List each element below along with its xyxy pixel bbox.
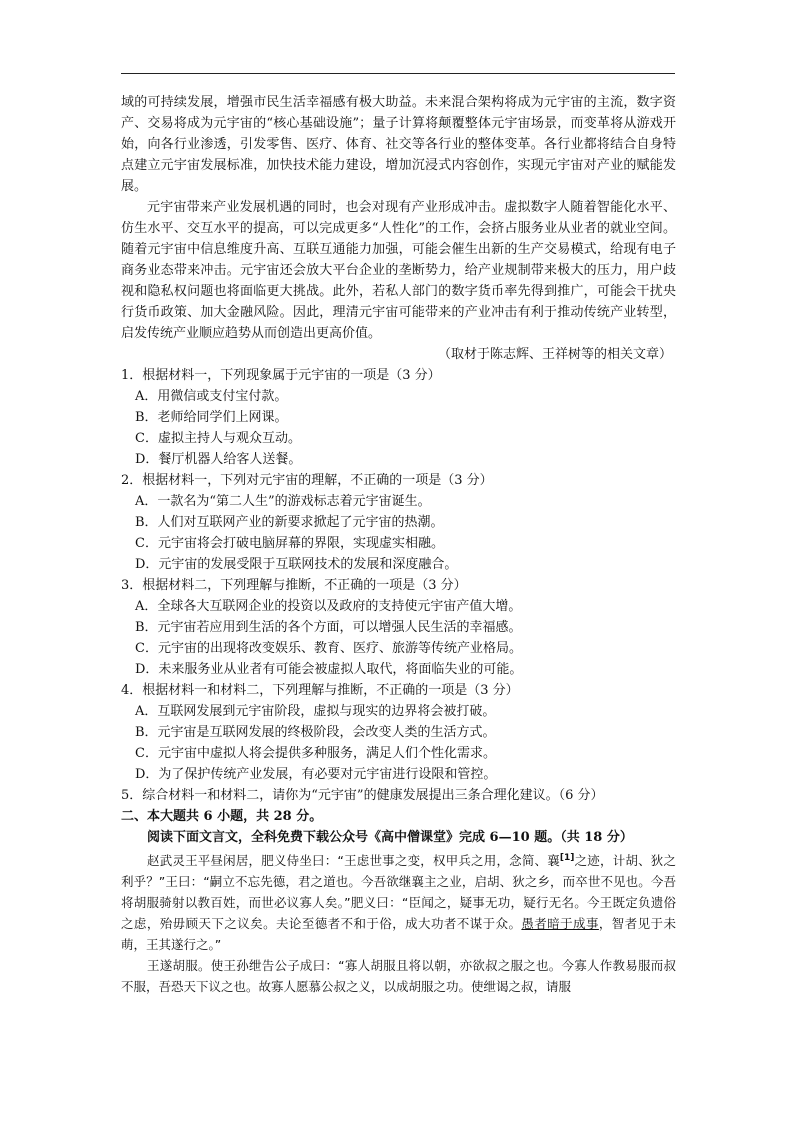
question-stem: 5．综合材料一和材料二，请你为“元宇宙”的健康发展提出三条合理化建议。（6 分）	[121, 788, 604, 803]
classical-text: ，智者见于未萌，王其遂行之。”	[121, 916, 676, 953]
header-rule	[121, 73, 675, 74]
question-1	[121, 365, 676, 470]
passage-paragraph-1: 域的可持续发展，增强市民生活幸福感有极大助益。未来混合架构将成为元宇宙的主流，数字资产、交易将成为元宇宙的“核心基础设施”；量子计算将颠覆整体元宇宙场景，而变革将从游戏开始，向各行业渗透，引发零售、医疗、体育、社交等各行业的整体变革。各行业都将结合自身特点建立元宇宙发展标准，加快技术能力建设，增加沉浸式内容创作，实现元宇宙对产业的赋能发展。	[121, 95, 676, 194]
option-d: D．餐厅机器人给客人送餐。	[135, 452, 302, 467]
option-c: C．元宇宙将会打破电脑屏幕的界限，实现虚实相融。	[135, 536, 444, 551]
option-c: C．元宇宙中虚拟人将会提供多种服务，满足人们个性化需求。	[135, 746, 496, 761]
option-a: A．全球各大互联网企业的投资以及政府的支持使元宇宙产值大增。	[135, 599, 522, 614]
classical-paragraph-1	[121, 848, 676, 955]
question-stem: 3．根据材料二，下列理解与推断，不正确的一项是（3 分）	[121, 578, 467, 593]
question-5	[121, 785, 676, 806]
option-d: D．未来服务业从业者有可能会被虚拟人取代，将面临失业的可能。	[135, 662, 523, 677]
option-c: C．元宇宙的出现将改变娱乐、教育、医疗、旅游等传统产业格局。	[135, 641, 522, 656]
question-4	[121, 680, 676, 785]
footnote-marker: [1]	[559, 853, 575, 863]
option-a: A．用微信或支付宝付款。	[135, 389, 288, 404]
passage-paragraph-2: 元宇宙带来产业发展机遇的同时，也会对现有产业形成冲击。虚拟数字人随着智能化水平、仿生水平、交互水平的提高，可以完成更多“人性化”的工作，会挤占服务业从业者的就业空间。随着元宇宙中信息维度升高、互联互通能力加强，可能会催生出新的生产交易模式，给现有电子商务业态带来冲击。元宇宙还会放大平台企业的垄断势力，给产业规制带来极大的压力，用户歧视和隐私权问题也将面临更大挑战。此外，若私人部门的数字货币率先得到推广，可能会干扰央行货币政策、加大金融风险。因此，理清元宇宙可能带来的产业冲击有利于推动传统产业转型，启发传统产业顺应趋势从而创造出更高价值。	[121, 200, 676, 341]
classical-text: 赵武灵王平昼闲居，肥义侍坐曰：“王虑世事之变，权甲兵之用，念简、襄	[147, 853, 560, 869]
question-3	[121, 575, 676, 680]
passage-source: （取材于陈志辉、王祥树等的相关文章）	[437, 347, 672, 362]
option-c: C．虚拟主持人与观众互动。	[135, 431, 301, 446]
option-a: A．一款名为“第二人生”的游戏标志着元宇宙诞生。	[135, 494, 431, 509]
question-2	[121, 470, 676, 575]
classical-paragraph-2: 王遂胡服。使王孙绁告公子成曰：“寡人胡服且将以朝，亦欲叔之服之也。今寡人作教易服而叔不服，吾恐天下议之也。故寡人愿慕公叔之义，以成胡服之功。使绁谒之叔，请服	[121, 958, 676, 995]
option-a: A．互联网发展到元宇宙阶段，虚拟与现实的边界将会被打破。	[135, 704, 496, 719]
section-heading: 二、本大题共 6 小题，共 28 分。	[121, 809, 323, 824]
option-b: B．人们对互联网产业的新要求掀起了元宇宙的热潮。	[135, 515, 444, 530]
option-d: D．元宇宙的发展受限于互联网技术的发展和深度融合。	[135, 557, 458, 572]
question-stem: 4．根据材料一和材料二，下列理解与推断，不正确的一项是（3 分）	[121, 683, 519, 698]
question-stem: 1．根据材料一，下列现象属于元宇宙的一项是（3 分）	[121, 368, 441, 383]
underlined-sentence: 愚者暗于成事	[521, 916, 599, 932]
option-b: B．老师给同学们上网课。	[135, 410, 288, 425]
option-b: B．元宇宙若应用到生活的各个方面，可以增强人民生活的幸福感。	[135, 620, 522, 635]
question-stem: 2．根据材料一，下列对元宇宙的理解，不正确的一项是（3 分）	[121, 473, 493, 488]
classical-text: 之迹，计胡、狄之利乎？”王曰：“嗣立不忘先德，君之道也。今吾欲继襄主之业，启胡、狄之乡，而卒世不见也。今吾将胡服骑射以教百姓，而世必议寡人矣。”肥义曰：“臣闻之，疑事无功，疑行无名。今王既定负遗俗之虑，殆毋顾天下之议矣。夫论至德者不和于俗，成大功者不谋于众。	[121, 853, 676, 932]
option-d: D．为了保护传统产业发展，有必要对元宇宙进行设限和管控。	[135, 767, 497, 782]
section-instruction: 阅读下面文言文，全科免费下载公众号《高中僧课堂》完成 6—10 题。（共 18 分）	[147, 830, 633, 845]
option-b: B．元宇宙是互联网发展的终极阶段，会改变人类的生活方式。	[135, 725, 496, 740]
page-content	[121, 92, 676, 997]
